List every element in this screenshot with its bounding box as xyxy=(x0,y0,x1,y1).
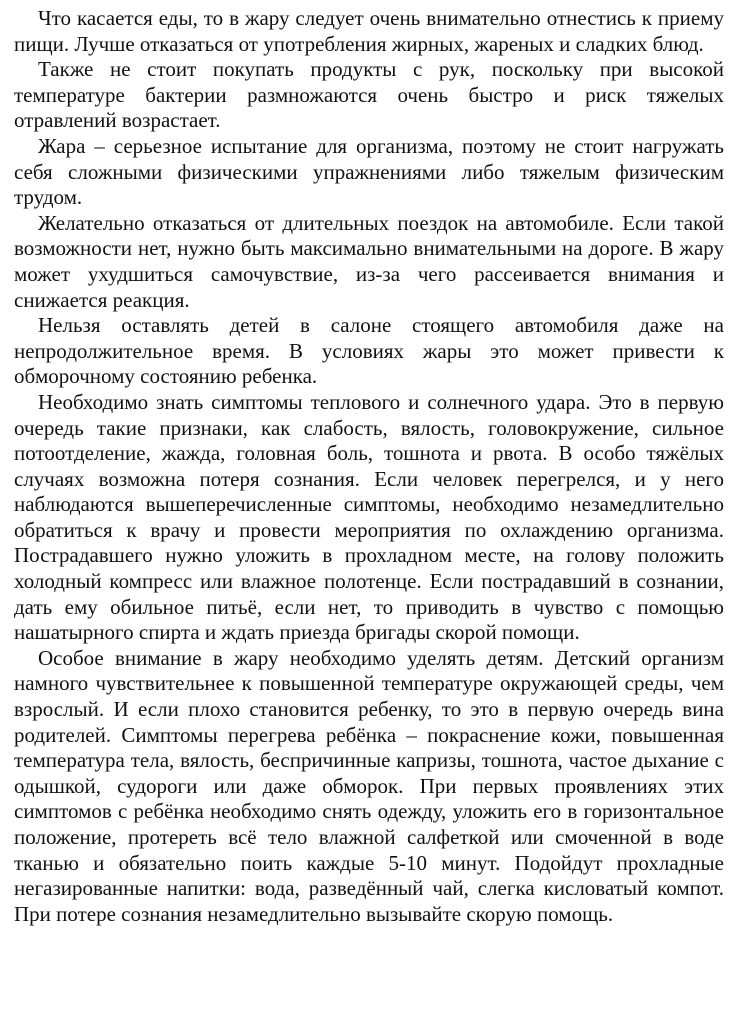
paragraph-children-care: Особое внимание в жару необходимо уделять детям. Детский организм намного чувствительнее к повышенной температуре окружающей среды, чем взрослый. И если плохо становится ребенку, то это в первую очередь вина родителей. Симптомы перегрева ребёнка – покраснение кожи, повышенная температура тела, вялость, беспричинные капризы, тошнота, частое дыхание с одышкой, судороги или даже обморок. При первых проявлениях этих симптомов с ребёнка необходимо снять одежду, уложить его в горизонтальное положение, протереть всё тело влажной салфеткой или смоченной в воде тканью и обязательно поить каждые 5-10 минут. Подойдут прохладные негазированные напитки: вода, разведённый чай, слегка кисловатый компот. При потере сознания незамедлительно вызывайте скорую помощь. xyxy=(14,645,724,926)
paragraph-food: Что касается еды, то в жару следует очень внимательно отнестись к приему пищи. Лучше отказаться от употребления жирных, жареных и сладких блюд. xyxy=(14,6,724,56)
paragraph-children-in-car: Нельзя оставлять детей в салоне стоящего автомобиля даже на непродолжительное время. В условиях жары это может привести к обморочному состоянию ребенка. xyxy=(14,313,724,389)
paragraph-heatstroke-symptoms: Необходимо знать симптомы теплового и солнечного удара. Это в первую очередь такие признаки, как слабость, вялость, головокружение, сильное потоотделение, жажда, головная боль, тошнота и рвота. В особо тяжёлых случаях возможна потеря сознания. Если человек перегрелся, и у него наблюдаются вышеперечисленные симптомы, необходимо незамедлительно обратиться к врачу и провести мероприятия по охлаждению организма. Пострадавшего нужно уложить в прохладном месте, на голову положить холодный компресс или влажное полотенце. Если пострадавший в сознании, дать ему обильное питьё, если нет, то приводить в чувство с помощью нашатырного спирта и ждать приезда бригады скорой помощи. xyxy=(14,389,724,645)
paragraph-street-food: Также не стоит покупать продукты с рук, поскольку при высокой температуре бактерии размножаются очень быстро и риск тяжелых отравлений возрастает. xyxy=(14,57,724,133)
paragraph-car-trips: Желательно отказаться от длительных поездок на автомобиле. Если такой возможности нет, нужно быть максимально внимательными на дороге. В жару может ухудшиться самочувствие, из-за чего рассеивается внимания и снижается реакция. xyxy=(14,210,724,312)
paragraph-physical-load: Жара – серьезное испытание для организма, поэтому не стоит нагружать себя сложными физическими упражнениями либо тяжелым физическим трудом. xyxy=(14,133,724,210)
